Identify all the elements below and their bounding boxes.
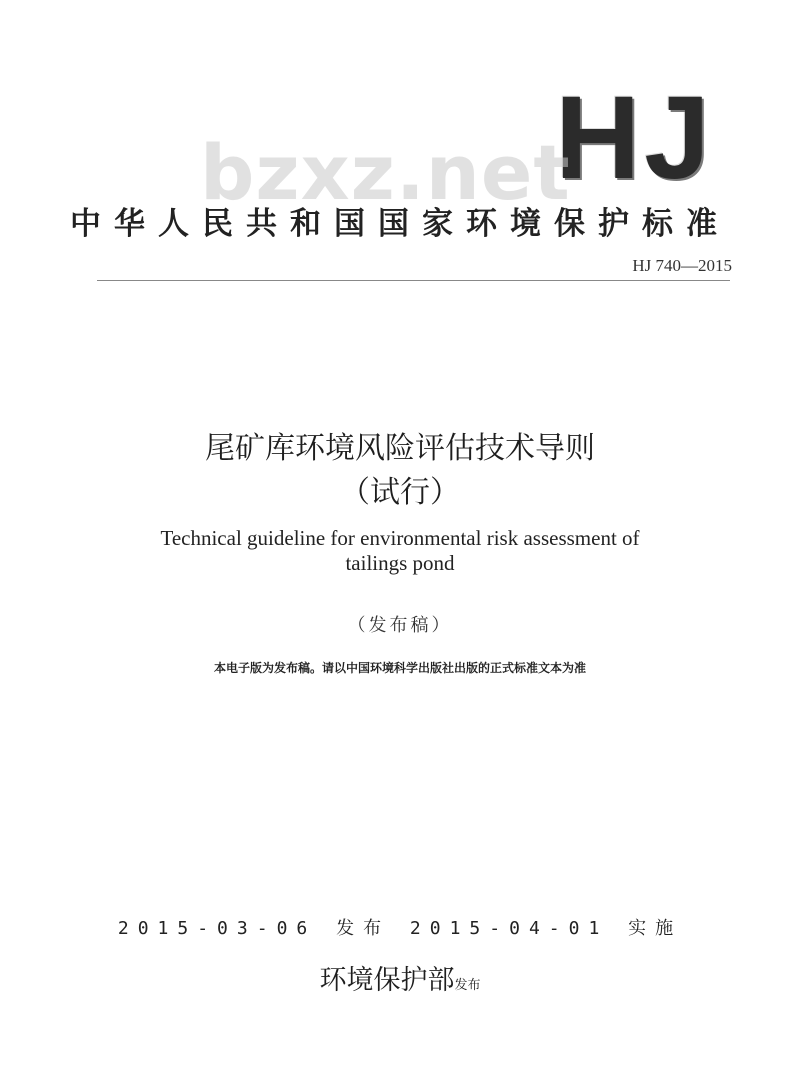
header-divider [97,280,730,281]
release-dates: 2015-03-06 发布 2015-04-01 实施 [117,918,683,939]
draft-label: （发布稿） [347,615,453,636]
edition-notice: 本电子版为发布稿。请以中国环境科学出版社出版的正式标准文本为准 [213,661,586,675]
watermark: bzxz.net [200,128,571,217]
standard-number: HJ 740—2015 [632,256,732,275]
document-title-en-line2: tailings pond [345,551,455,575]
hj-logo: HJ [555,72,714,204]
document-title-cn: 尾矿库环境风险评估技术导则 [205,431,595,466]
document-title-en-line1: Technical guideline for environmental risk assessment of [160,526,640,550]
standard-category-title: 中华人民共和国国家环境保护标准 [70,206,730,242]
issuer-name: 环境保护部 [319,965,455,996]
issuer-suffix: 发布 [454,978,481,993]
document-title-cn-trial: （试行） [340,475,460,510]
issuer [0,962,800,1000]
